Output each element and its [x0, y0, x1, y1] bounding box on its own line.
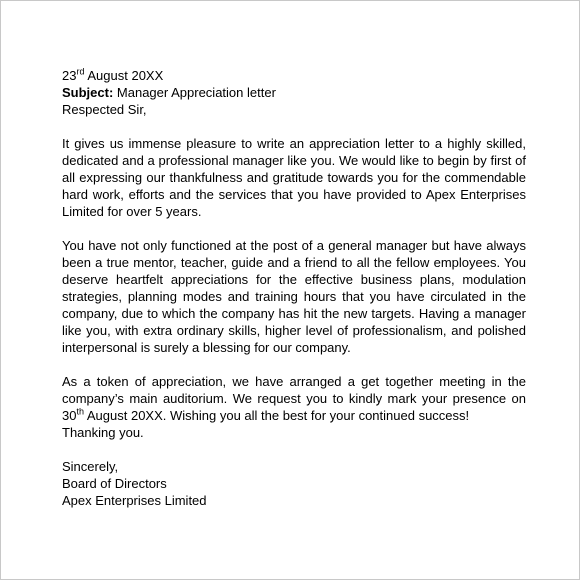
paragraph-2: You have not only functioned at the post of a general manager but have always been a true mentor, teacher, guide and a friend to all the fellow employees. You deserve heartfelt appreciations for the effective business plans, modulation strategies, planning modes and training hours that you have circulated in the company, due to which the company has hit the new targets. Having a manager like you, with extra ordinary skills, higher level of professionalism, and polished interpersonal is surely a blessing for our company.	[62, 238, 526, 355]
subject-label: Subject:	[62, 85, 114, 100]
paragraph-3	[62, 373, 526, 424]
company-name: Apex Enterprises Limited	[62, 493, 207, 508]
signatory: Board of Directors	[62, 476, 167, 491]
date-rest: August 20XX	[84, 68, 164, 83]
subject-text: Manager Appreciation letter	[113, 85, 276, 100]
date-ordinal: rd	[76, 66, 85, 77]
paragraph-3-before: As a token of appreciation, we have arranged a get together meeting in the company’s main auditorium. We request you to kindly mark your presence on	[62, 374, 526, 406]
spacer	[62, 441, 526, 458]
letter-date	[62, 67, 526, 84]
salutation: Respected Sir,	[62, 102, 147, 117]
closing: Sincerely,	[62, 459, 119, 474]
paragraph-3-ordinal: th	[76, 406, 84, 417]
paragraph-3-after: August 20XX. Wishing you all the best for your continued success!	[83, 408, 470, 423]
paragraph-3-day: 30	[62, 408, 77, 423]
spacer	[62, 356, 526, 373]
spacer	[62, 220, 526, 237]
letter-subject	[62, 84, 526, 101]
paragraph-1: It gives us immense pleasure to write an appreciation letter to a highly skilled, dedicated and a professional manager like you. We would like to begin by first of all expressing our thankfulness and gratitude towards you for the commendable hard work, efforts and the services that you have provided to Apex Enterprises Limited for over 5 years.	[62, 136, 526, 219]
spacer	[62, 118, 526, 135]
date-day: 23	[62, 68, 77, 83]
letter-body	[62, 67, 526, 509]
thanks-line: Thanking you.	[62, 425, 144, 440]
